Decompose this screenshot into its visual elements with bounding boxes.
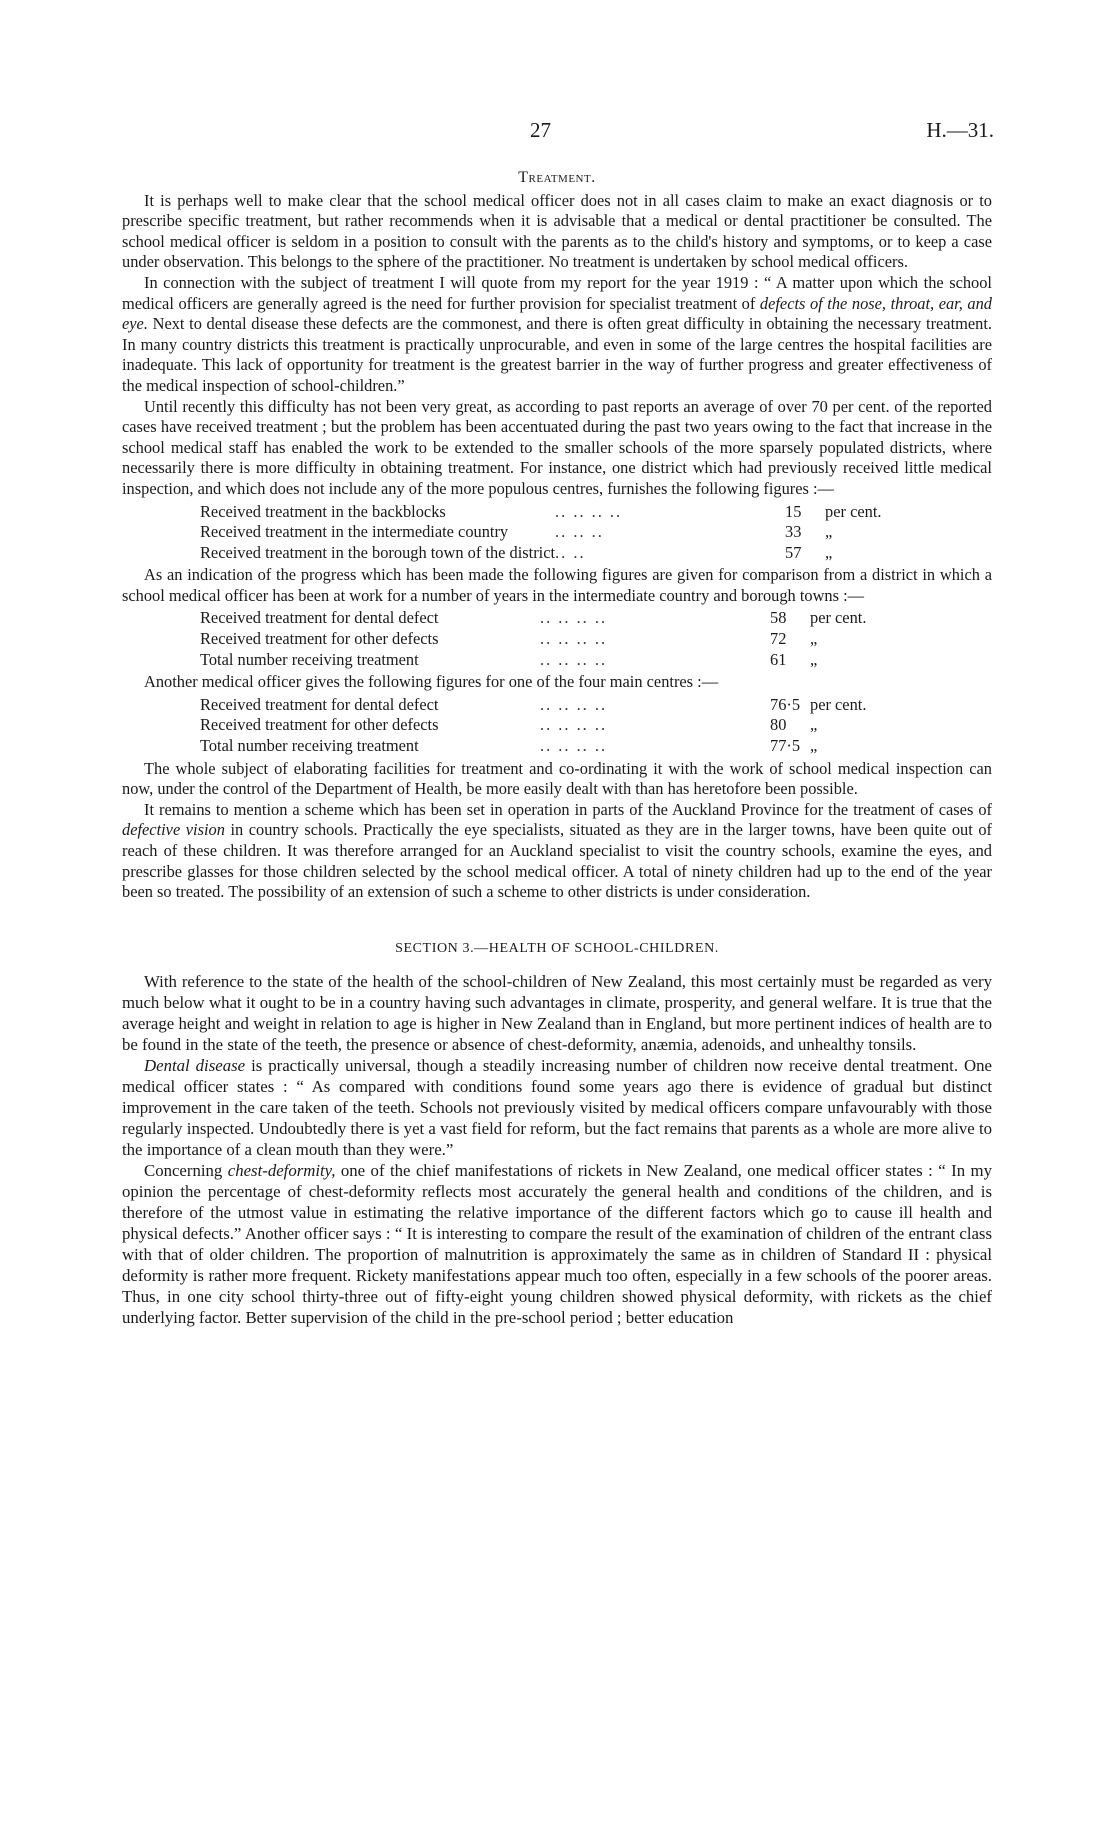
paragraph-text: Concerning <box>144 1161 228 1181</box>
row-value: 33 <box>785 522 802 542</box>
table-row <box>200 502 915 523</box>
treatment-paragraph-6: The whole subject of elaborating facilities for treatment and co-ordinating it with the work of school medical inspection can now, under the control of the Department of Health, be more easily dealt with than has heretofore been possible. <box>122 758 992 799</box>
table-row <box>200 629 900 650</box>
row-unit: per cent. <box>825 501 882 521</box>
row-label: Total number receiving treatment <box>200 736 419 756</box>
row-value: 80 <box>770 715 787 735</box>
italic-phrase: Dental disease <box>144 1056 246 1076</box>
figures-table-main-centre <box>200 695 900 757</box>
row-value: 15 <box>785 501 802 521</box>
paragraph-text: In connection with the subject of treatment I will quote from my report for the year 1919 : “ A matter upon which the school medical officers are generally agreed is the need for further provision for specialist treatment of <box>122 272 992 313</box>
row-value: 61 <box>770 649 787 669</box>
row-label: Received treatment for dental defect <box>200 608 439 628</box>
figures-table-backblocks <box>200 502 915 564</box>
italic-phrase: defective vision <box>122 820 225 840</box>
table-row <box>200 695 900 716</box>
body-text <box>122 168 992 1328</box>
row-unit: „ <box>810 736 818 756</box>
treatment-paragraph-4: As an indication of the progress which has been made the following figures are given for comparison from a district in which a school medical officer has been at work for a number of years in the intermediate country and borough towns :— <box>122 565 992 605</box>
row-label: Total number receiving treatment <box>200 649 419 669</box>
table-row <box>200 736 900 757</box>
row-unit: per cent. <box>810 608 867 628</box>
table-row <box>200 522 915 543</box>
table-row <box>200 715 900 736</box>
treatment-paragraph-1: It is perhaps well to make clear that the school medical officer does not in all cases claim to make an exact diagnosis or to prescribe specific treatment, but rather recommends when it is advisable that a medical or dental practitioner be consulted. The school medical officer is seldom in a position to consult with the parents as to the child's history and symptoms, or to keep a case under observation. This belongs to the sphere of the practitioner. No treatment is undertaken by school medical officers. <box>122 190 992 272</box>
leader-dots: .. .. .. .. <box>555 501 623 521</box>
row-unit: „ <box>810 629 818 649</box>
paragraph-text: in country schools. Practically the eye specialists, situated as they are in the larger towns, have been quite out of reach of these children. It was therefore arranged for an Auckland specialist to visit the country schools, examine the eyes, and prescribe glasses for those children selected by the school medical officer. A total of ninety children had up to the end of the year been so treated. The possibility of an extension of such a scheme to other districts is under consideration. <box>122 820 992 902</box>
row-value: 76·5 <box>770 694 801 714</box>
row-value: 72 <box>770 629 787 649</box>
page-header <box>0 118 1114 148</box>
treatment-paragraph-7 <box>122 800 992 903</box>
row-label: Received treatment in the intermediate country <box>200 522 509 542</box>
paragraph-text: is practically universal, though a steadily increasing number of children now receive dental treatment. One medical officer states : “ As compared with conditions found some years ago there is evidence of gradual but distinct improvement in the care taken of the teeth. Schools not previously visited by medical officers compare unfavourably with those regularly inspected. Undoubtedly there is yet a vast field for reform, but the fact remains that parents as a whole are more alive to the importance of a clean mouth than they were.” <box>122 1056 992 1160</box>
paragraph-text: Next to dental disease these defects are the commonest, and there is often great difficulty in obtaining the necessary treatment. In many country districts this treatment is practically unprocurable, and even in some of the large centres the hospital facilities are inadequate. This lack of opportunity for treatment is the greatest barrier in the way of further progress and greater effectiveness of the medical inspection of school-children.” <box>122 314 992 395</box>
row-label: Received treatment for dental defect <box>200 694 439 714</box>
section-3-paragraph-2 <box>122 1055 992 1160</box>
row-label: Received treatment for other defects <box>200 629 439 649</box>
row-unit: per cent. <box>810 694 867 714</box>
row-unit: „ <box>810 649 818 669</box>
figures-table-intermediate <box>200 608 900 670</box>
document-reference: H.—31. <box>926 118 994 142</box>
section-3-heading: SECTION 3.—HEALTH OF SCHOOL-CHILDREN. <box>395 940 719 956</box>
row-value: 77·5 <box>770 736 801 756</box>
page-number: 27 <box>530 118 551 142</box>
leader-dots: .. .. .. .. <box>540 608 608 628</box>
leader-dots: .. .. .. .. <box>540 694 608 714</box>
row-unit: „ <box>825 542 833 562</box>
paragraph-text: one of the chief manifestations of rickets in New Zealand, one medical officer states : “ In my opinion the percentage of chest-deformity reflects most accurately the general health and conditions of the children, and is therefore of the utmost value in estimating the relative importance of the different factors which go to cause ill health and physical defects.” Another officer says : “ It is interesting to compare the result of the examination of children of the entrant class with that of older children. The proportion of malnutrition is approximately the same as in children of Standard II : physical deformity is rather more frequent. Rickety manifestations appear much too often, especially in a few schools of the poorer areas. Thus, in one city school thirty-three out of fifty-eight young children showed physical deformity, with rickets as the chief underlying factor. Better supervision of the child in the pre-school period ; better education <box>122 1161 992 1328</box>
leader-dots: .. .. .. .. <box>540 736 608 756</box>
leader-dots: .. .. .. .. <box>540 715 608 735</box>
treatment-heading: Treatment. <box>518 169 596 186</box>
table-row <box>200 543 915 564</box>
row-value: 58 <box>770 608 787 628</box>
row-label: Received treatment for other defects <box>200 715 439 735</box>
leader-dots: .. .. .. .. <box>540 649 608 669</box>
paragraph-text: It remains to mention a scheme which has been set in operation in parts of the Auckland Province for the treatment of cases of <box>144 799 992 819</box>
italic-phrase: defects of the nose, throat, ear, and eye. <box>122 293 992 334</box>
section-3-paragraph-1: With reference to the state of the health of the school-children of New Zealand, this most certainly must be regarded as very much below what it ought to be in a country having such advantages in climate, prosperity, and general welfare. It is true that the average height and weight in relation to age is higher in New Zealand than in England, but more pertinent indices of health are to be found in the state of the teeth, the presence or absence of chest-deformity, anæmia, adenoids, and unhealthy tonsils. <box>122 972 992 1055</box>
treatment-paragraph-5: Another medical officer gives the following figures for one of the four main centres :— <box>144 672 719 692</box>
leader-dots: .. .. .. .. <box>540 629 608 649</box>
row-unit: „ <box>825 522 833 542</box>
row-label: Received treatment in the backblocks <box>200 501 446 521</box>
treatment-paragraph-2 <box>122 273 992 397</box>
row-value: 57 <box>785 542 802 562</box>
table-row <box>200 650 900 671</box>
italic-phrase: chest-deformity, <box>227 1161 336 1181</box>
row-label: Received treatment in the borough town of the district <box>200 542 556 562</box>
section-3-paragraph-3 <box>122 1160 992 1328</box>
leader-dots: .. .. <box>555 542 586 562</box>
section-3-body <box>122 971 992 1328</box>
leader-dots: .. .. .. <box>555 522 604 542</box>
table-row <box>200 608 900 629</box>
row-unit: „ <box>810 715 818 735</box>
treatment-paragraph-3: Until recently this difficulty has not been very great, as according to past reports an average of over 70 per cent. of the reported cases have received treatment ; but the problem has been accentuated during the past two years owing to the fact that increase in the school medical staff has enabled the work to be extended to the smaller schools of the more sparsely populated districts, where necessarily there is more difficulty in obtaining treatment. For instance, one district which had previously received little medical inspection, and which does not include any of the more populous centres, furnishes the following figures :— <box>122 396 992 498</box>
